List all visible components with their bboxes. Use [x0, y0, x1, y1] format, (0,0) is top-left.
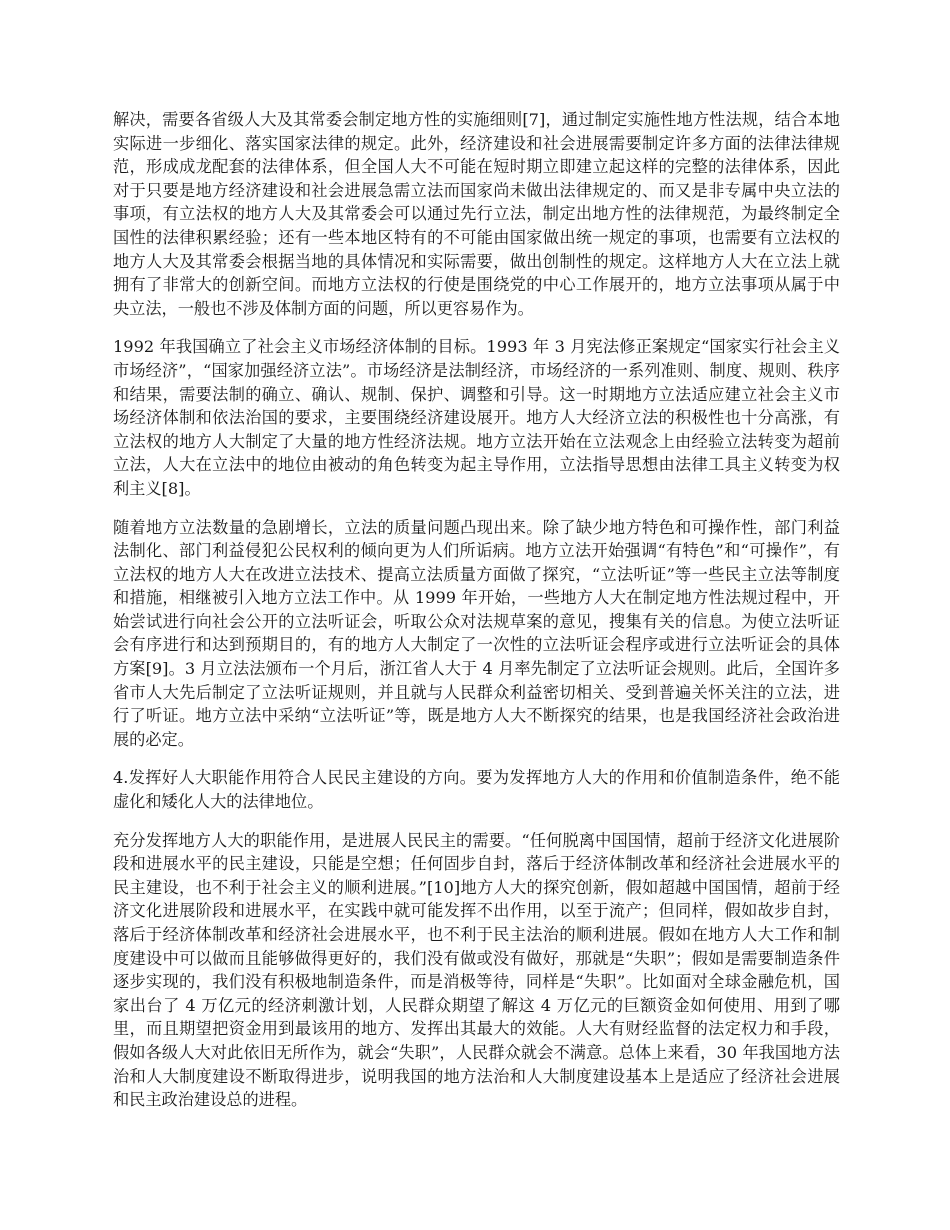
paragraph-market-economy-legislation: 1992 年我国确立了社会主义市场经济体制的目标。1993 年 3 月宪法修正案规定“国家实行社会主义市场经济”，“国家加强经济立法”。市场经济是法制经济，市场经济的一系列准则、制度、规则、秩序和结果，需要法制的确立、确认、规制、保护、调整和引导。这一时期地方立法适应建立社会主义市场经济体制和依法治国的要求，主要围绕经济建设展开。地方人大经济立法的积极性也十分高涨，有立法权的地方人大制定了大量的地方性经济法规。地方立法开始在立法观念上由经验立法转变为超前立法，人大在立法中的地位由被动的角色转变为起主导作用，立法指导思想由法律工具主义转变为权利主义[8]。 [113, 337, 840, 498]
paragraph-peoples-democracy: 充分发挥地方人大的职能作用，是进展人民民主的需要。“任何脱离中国国情，超前于经济文化进展阶段和进展水平的民主建设，只能是空想；任何固步自封，落后于经济体制改革和经济社会进展水平的民主建设，也不利于社会主义的顺利进展。”[10]地方人大的探究创新，假如超越中国国情，超前于经济文化进展阶段和进展水平，在实践中就可能发挥不出作用，以至于流产；但同样，假如故步自封，落后于经济体制改革和经济社会进展水平，也不利于民主法治的顺利进展。假如在地方人大工作和制度建设中可以做而且能够做得更好的，我们没有做或没有做好，那就是“失职”；假如是需要制造条件逐步实现的，我们没有积极地制造条件，而是消极等待，同样是“失职”。比如面对全球金融危机，国家出台了 4 万亿元的经济刺激计划，人民群众期望了解这 4 万亿元的巨额资金如何使用、用到了哪里，而且期望把资金用到最该用的地方、发挥出其最大的效能。人大有财经监督的法定权力和手段，假如各级人大对此依旧无所作为，就会“失职”，人民群众就会不满意。总体上来看，30 年我国地方法治和人大制度建设不断取得进步，说明我国的地方法治和人大制度建设基本上是适应了经济社会进展和民主政治建设总的进程。 [113, 830, 840, 1110]
paragraph-legislative-hearings: 随着地方立法数量的急剧增长，立法的质量问题凸现出来。除了缺少地方特色和可操作性，部门利益法制化、部门利益侵犯公民权利的倾向更为人们所诟病。地方立法开始强调“有特色”和“可操作”，有立法权的地方人大在改进立法技术、提高立法质量方面做了探究，“立法听证”等一些民主立法等制度和措施，相继被引入地方立法工作中。从 1999 年开始，一些地方人大在制定地方性法规过程中，开始尝试进行向社会公开的立法听证会，听取公众对法规草案的意见，搜集有关的信息。为使立法听证会有序进行和达到预期目的，有的地方人大制定了一次性的立法听证会程序或进行立法听证会的具体方案[9]。3 月立法法颁布一个月后，浙江省人大于 4 月率先制定了立法听证会规则。此后，全国许多省市人大先后制定了立法听证规则，并且就与人民群众利益密切相关、受到普遍关怀关注的立法，进行了听证。地方立法中采纳“立法听证”等，既是地方人大不断探究的结果，也是我国经济社会政治进展的必定。 [113, 517, 840, 749]
document-page [113, 108, 840, 1127]
paragraph-section-4-heading: 4.发挥好人大职能作用符合人民民主建设的方向。要为发挥地方人大的作用和价值制造条件，绝不能虚化和矮化人大的法律地位。 [113, 768, 840, 812]
paragraph-local-implementing-rules: 解决，需要各省级人大及其常委会制定地方性的实施细则[7]，通过制定实施性地方性法规，结合本地实际进一步细化、落实国家法律的规定。此外，经济建设和社会进展需要制定许多方面的法律法律规范，形成成龙配套的法律体系，但全国人大不可能在短时期立即建立起这样的完整的法律体系，因此对于只要是地方经济建设和社会进展急需立法而国家尚未做出法律规定的、而又是非专属中央立法的事项，有立法权的地方人大及其常委会可以通过先行立法，制定出地方性的法律规范，为最终制定全国性的法律积累经验；还有一些本地区特有的不可能由国家做出统一规定的事项，也需要有立法权的地方人大及其常委会根据当地的具体情况和实际需要，做出创制性的规定。这样地方人大在立法上就拥有了非常大的创新空间。而地方立法权的行使是围绕党的中心工作展开的，地方立法事项从属于中央立法，一般也不涉及体制方面的问题，所以更容易作为。 [113, 110, 840, 318]
